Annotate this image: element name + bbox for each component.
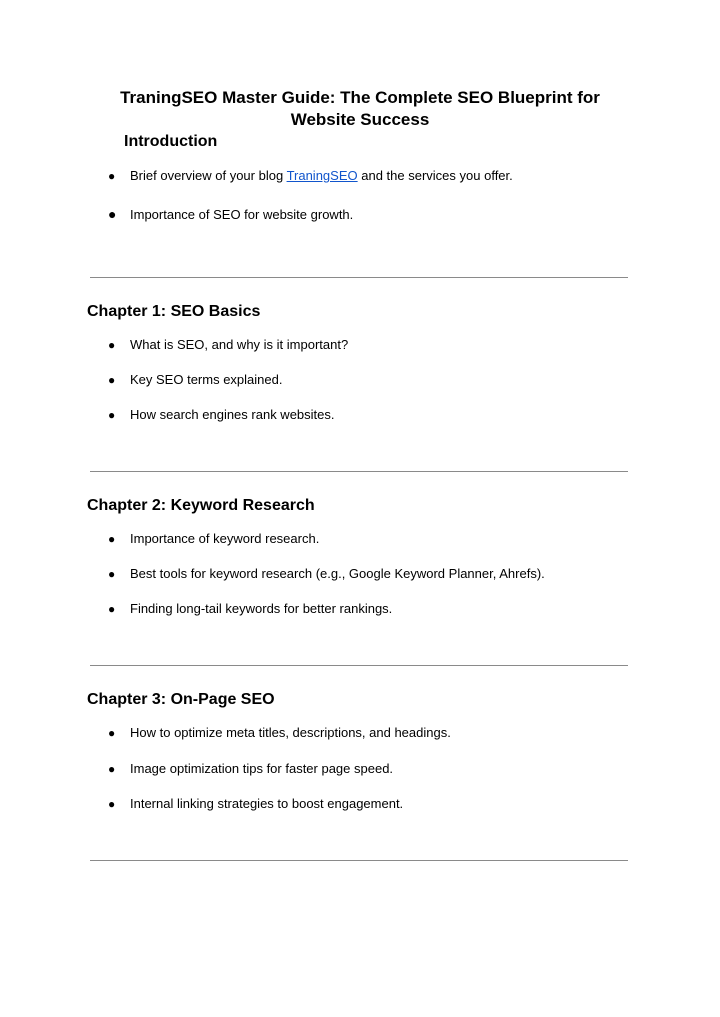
document-title [0,87,720,131]
section-divider [90,860,628,861]
list-item [108,205,353,224]
introduction-heading: Introduction [124,133,218,150]
list-item-text: What is SEO, and why is it important? [130,337,349,352]
list-item [108,795,403,813]
chapter-2-heading: Chapter 2: Keyword Research [87,497,315,514]
list-item-text: Image optimization tips for faster page speed. [130,761,394,776]
bullet-icon: ● [108,169,116,183]
list-item [108,530,319,548]
bullet-icon: ● [108,338,116,352]
list-item [108,565,545,583]
bullet-icon: ● [108,206,117,222]
bullet-icon: ● [108,567,116,581]
document-title-line-1: TraningSEO Master Guide: The Complete SEO Blueprint for [120,88,600,107]
bullet-icon: ● [108,726,116,740]
list-item [108,167,513,185]
section-divider [90,665,628,666]
bullet-icon: ● [108,762,116,776]
list-item [108,600,392,618]
list-item-text: Best tools for keyword research (e.g., Google Keyword Planner, Ahrefs). [130,566,545,581]
chapter-3-heading: Chapter 3: On-Page SEO [87,691,275,708]
chapter-1-heading: Chapter 1: SEO Basics [87,303,261,320]
list-item [108,724,451,742]
bullet-icon: ● [108,602,116,616]
list-item [108,336,348,354]
bullet-icon: ● [108,532,116,546]
list-item [108,406,335,424]
list-item-text: Importance of SEO for website growth. [130,207,354,222]
list-item-text: Brief overview of your blog [130,168,287,183]
document-title-line-2: Website Success [290,110,430,129]
traningseo-link[interactable]: TraningSEO [286,168,358,183]
list-item [108,760,393,778]
bullet-icon: ● [108,797,116,811]
list-item-text: How search engines rank websites. [130,407,335,422]
section-divider [90,277,628,278]
list-item-text: Key SEO terms explained. [130,372,283,387]
list-item-text: and the services you offer. [357,168,513,183]
list-item-text: Importance of keyword research. [130,531,320,546]
bullet-icon: ● [108,408,116,422]
list-item-text: How to optimize meta titles, descriptions, and headings. [130,725,451,740]
list-item-text: Internal linking strategies to boost engagement. [130,796,404,811]
bullet-icon: ● [108,373,116,387]
list-item-text: Finding long-tail keywords for better rankings. [130,601,393,616]
list-item [108,371,282,389]
section-divider [90,471,628,472]
